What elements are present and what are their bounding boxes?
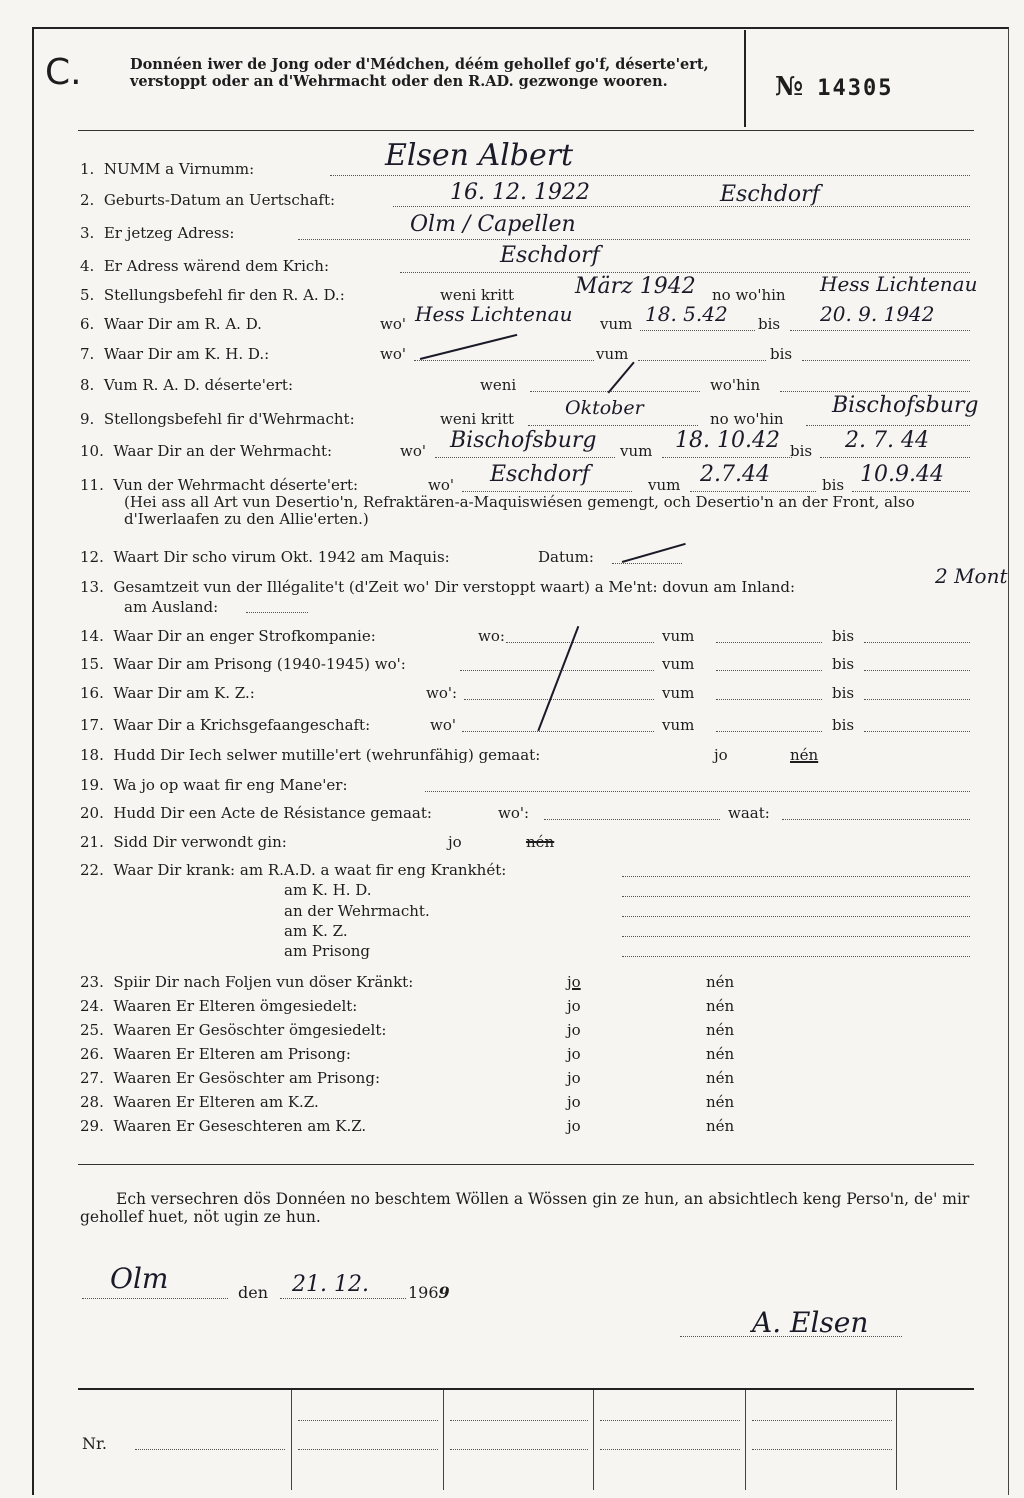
header-rule [78,130,974,131]
field-20-wo-line [544,819,720,820]
field-6-bis: bis [758,315,781,333]
footer-cell-line [600,1420,740,1421]
footer-nr-line [135,1449,285,1450]
footer-cell-line [298,1449,438,1450]
field-22-sub-wehrmacht: an der Wehrmacht. [284,902,430,920]
field-10-vum-value: 18. 10.42 [675,428,780,453]
field-28-jo: jo [567,1093,581,1111]
footer-rule [78,1388,974,1390]
field-24-label: 24. Waaren Er Elteren ömgesiedelt: [80,997,358,1015]
field-13-inland-value: 2 Mont [935,564,1008,588]
field-18-nen-selected: nén [790,746,819,764]
field-12-datum: Datum: [538,548,594,566]
field-26-jo: jo [567,1045,581,1063]
field-16-bis-line [864,699,970,700]
field-22-sub-kz: am K. Z. [284,922,348,940]
field-15-vum-line [716,670,822,671]
footer-cell-line [752,1420,892,1421]
field-28-label: 28. Waaren Er Elteren am K.Z. [80,1093,319,1111]
field-21-nen-selected: nén [526,833,555,851]
field-9-wohin-line [806,425,970,426]
field-23-label: 23. Spiir Dir nach Foljen vun döser Kränkt: [80,973,414,991]
field-27-jo: jo [567,1069,581,1087]
field-6-vum: vum [600,315,633,333]
field-7-wo-line [414,360,594,361]
field-11-bis-value: 10.9.44 [860,462,944,487]
field-22-sub-prisong: am Prisong [284,942,370,960]
field-11-bis: bis [822,476,845,494]
signing-den: den [238,1283,269,1302]
field-20-waat: waat: [728,804,770,822]
field-7-wo: wo' [380,345,406,363]
field-10-vum-line [662,457,792,458]
field-10-wo: wo' [400,442,426,460]
place-line [82,1298,228,1299]
field-1-value: Elsen Albert [385,138,574,173]
field-16-label: 16. Waar Dir am K. Z.: [80,684,255,702]
field-15-bis-line [864,670,970,671]
field-26-label: 26. Waaren Er Elteren am Prisong: [80,1045,351,1063]
field-9-weni: weni kritt [440,410,515,428]
field-3-value: Olm / Capellen [410,212,576,237]
field-22-sub-prisong-line [622,956,970,957]
field-23-jo-selected: jo [567,973,581,991]
footer-col-divider-1 [291,1390,292,1490]
field-2-place: Eschdorf [720,182,820,207]
field-8-label: 8. Vum R. A. D. déserte'ert: [80,376,293,394]
field-1-line [330,175,970,176]
field-22-line [622,876,970,877]
field-3-line [298,239,970,240]
field-25-label: 25. Waaren Er Gesöschter ömgesiedelt: [80,1021,387,1039]
field-11-vum: vum [648,476,681,494]
field-29-label: 29. Waaren Er Geseschteren am K.Z. [80,1117,367,1135]
footer-col-divider-3 [593,1390,594,1490]
field-22-sub-wehrmacht-line [622,916,970,917]
footer-cell-line [450,1449,588,1450]
field-2-line [393,206,970,207]
field-27-nen: nén [706,1069,735,1087]
field-15-vum: vum [662,655,695,673]
number-value: 14305 [817,76,894,101]
field-22-sub-khd: am K. H. D. [284,881,372,899]
footer-nr-label: Nr. [82,1434,107,1453]
footer-cell-line [298,1420,438,1421]
field-2-date: 16. 12. 1922 [450,180,590,205]
field-14-label: 14. Waar Dir an enger Strofkompanie: [80,627,376,645]
field-3-label: 3. Er jetzeg Adress: [80,224,235,242]
field-16-vum-line [716,699,822,700]
signing-year: 1969 [408,1283,450,1302]
header-divider [744,30,746,127]
field-10-bis-value: 2. 7. 44 [845,428,929,453]
field-11-wo-value: Eschdorf [490,462,590,487]
section-letter: C. [45,52,82,93]
field-29-nen: nén [706,1117,735,1135]
field-21-jo: jo [448,833,462,851]
field-13-label: 13. Gesamtzeit vun der Illégalite't (d'Zeit wo' Dir verstoppt waart) a Me'nt: dovun am Inland: [80,578,796,596]
signature: A. Elsen [752,1306,869,1339]
field-13-ausland: am Ausland: [124,598,219,616]
field-7-vum-line [638,360,766,361]
field-9-label: 9. Stellongsbefehl fir d'Wehrmacht: [80,410,355,428]
field-10-bis-line [820,457,970,458]
field-5-wohin: no wo'hin [712,286,786,304]
field-25-jo: jo [567,1021,581,1039]
field-11-label: 11. Vun der Wehrmacht déserte'ert: [80,476,359,494]
field-22-sub-khd-line [622,896,970,897]
field-9-weni-value: Oktober [565,397,644,419]
field-11-vum-value: 2.7.44 [700,462,770,487]
field-17-label: 17. Waar Dir a Krichsgefaangeschaft: [80,716,371,734]
field-24-jo: jo [567,997,581,1015]
declaration-text: Ech versechren dös Donnéen no beschtem Wöllen a Wössen gin ze hun, an absichtlech keng Perso'n, de' mir gehollef huet, nöt ugin ze hun. [80,1190,970,1226]
field-5-wohin-value: Hess Lichtenau [820,272,978,296]
number-symbol: № [775,72,804,102]
field-14-bis-line [864,642,970,643]
field-13-ausland-line [246,612,308,613]
footer-col-divider-4 [745,1390,746,1490]
field-22-label: 22. Waar Dir krank: am R.A.D. a waat fir eng Krankhét: [80,861,507,879]
field-14-wo-line [506,642,654,643]
declaration-rule [78,1164,974,1165]
field-14-wo: wo: [478,627,505,645]
footer-col-divider-5 [896,1390,897,1490]
field-20-waat-line [782,819,970,820]
field-28-nen: nén [706,1093,735,1111]
footer-cell-line [450,1420,588,1421]
field-6-wo: wo' [380,315,406,333]
field-12-line [612,563,682,564]
field-10-label: 10. Waar Dir an der Wehrmacht: [80,442,333,460]
field-10-bis: bis [790,442,813,460]
form-number [775,72,894,102]
field-6-vum-line [640,330,755,331]
field-16-wo-line [464,699,654,700]
field-11-wo-line [462,491,632,492]
field-6-wo-value: Hess Lichtenau [415,302,573,326]
field-7-bis: bis [770,345,793,363]
field-5-label: 5. Stellungsbefehl fir den R. A. D.: [80,286,345,304]
field-20-wo: wo': [498,804,530,822]
field-21-label: 21. Sidd Dir verwondt gin: [80,833,287,851]
field-4-value: Eschdorf [500,243,600,268]
field-5-weni-value: März 1942 [575,274,696,299]
field-8-wohin: wo'hin [710,376,761,394]
field-12-label: 12. Waart Dir scho virum Okt. 1942 am Maquis: [80,548,450,566]
field-1-label: 1. NUMM a Virnumm: [80,160,255,178]
field-8-weni: weni [480,376,517,394]
field-16-bis: bis [832,684,855,702]
field-11-bis-line [852,491,970,492]
field-10-vum: vum [620,442,653,460]
field-27-label: 27. Waaren Er Gesöschter am Prisong: [80,1069,381,1087]
field-7-vum: vum [596,345,629,363]
field-19-line [425,791,970,792]
field-6-bis-line [790,330,970,331]
field-7-label: 7. Waar Dir am K. H. D.: [80,345,270,363]
field-5-weni: weni kritt [440,286,515,304]
field-4-label: 4. Er Adress wärend dem Krich: [80,257,330,275]
field-17-wo: wo' [430,716,456,734]
field-19-label: 19. Wa jo op waat fir eng Mane'er: [80,776,348,794]
field-17-bis: bis [832,716,855,734]
footer-cell-line [752,1449,892,1450]
field-7-bis-line [802,360,970,361]
field-6-vum-value: 18. 5.42 [645,302,728,326]
field-9-wohin: no wo'hin [710,410,784,428]
field-9-wohin-value: Bischofsburg [832,393,979,418]
field-22-sub-kz-line [622,936,970,937]
field-10-wo-line [435,457,615,458]
field-8-weni-line [530,391,700,392]
field-9-weni-line [528,425,698,426]
field-11-vum-line [690,491,816,492]
field-6-label: 6. Waar Dir am R. A. D. [80,315,262,333]
field-18-label: 18. Hudd Dir Iech selwer mutille'ert (wehrunfähig) gemaat: [80,746,541,764]
date-line [280,1298,406,1299]
signing-date: 21. 12. [292,1272,369,1297]
field-17-wo-line [462,731,654,732]
field-26-nen: nén [706,1045,735,1063]
field-8-wohin-line [780,391,970,392]
field-23-nen: nén [706,973,735,991]
field-24-nen: nén [706,997,735,1015]
field-14-vum-line [716,642,822,643]
field-17-bis-line [864,731,970,732]
field-15-label: 15. Waar Dir am Prisong (1940-1945) wo': [80,655,406,673]
field-2-label: 2. Geburts-Datum an Uertschaft: [80,191,336,209]
field-14-vum: vum [662,627,695,645]
field-14-bis: bis [832,627,855,645]
field-29-jo: jo [567,1117,581,1135]
form-title: Donnéen iwer de Jong oder d'Médchen, déém gehollef go'f, déserte'ert, verstoppt oder an d'Wehrmacht oder den R.AD. gezwonge wooren. [130,56,709,90]
field-6-bis-value: 20. 9. 1942 [820,302,935,326]
field-11-wo: wo' [428,476,454,494]
field-16-wo: wo': [426,684,458,702]
field-20-label: 20. Hudd Dir een Acte de Résistance gemaat: [80,804,432,822]
signing-place: Olm [110,1262,169,1295]
field-17-vum-line [716,731,822,732]
field-11-note: (Hei ass all Art vun Desertio'n, Refraktären-a-Maquiswiésen gemengt, och Desertio'n an der Front, also d'Iwerlaafen zu den Allie'erten.) [124,493,915,528]
field-16-vum: vum [662,684,695,702]
field-10-wo-value: Bischofsburg [450,428,597,453]
field-17-vum: vum [662,716,695,734]
field-15-wo-line [460,670,654,671]
footer-cell-line [600,1449,740,1450]
field-18-jo: jo [714,746,728,764]
field-25-nen: nén [706,1021,735,1039]
field-15-bis: bis [832,655,855,673]
footer-col-divider-2 [443,1390,444,1490]
